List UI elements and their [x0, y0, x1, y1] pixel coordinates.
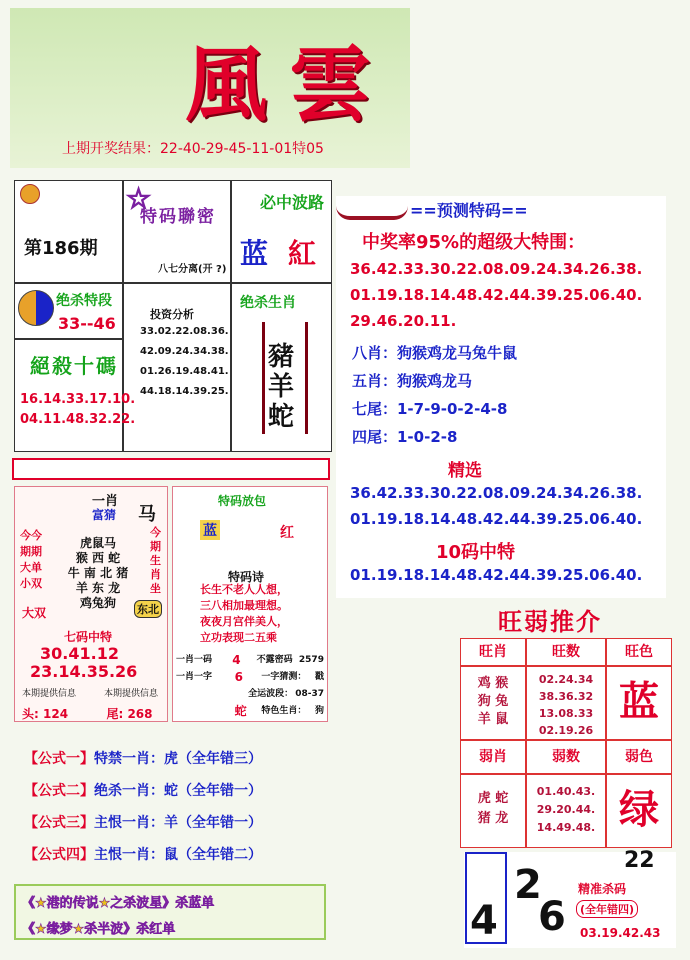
divider [230, 282, 332, 284]
red-bar [12, 458, 330, 480]
ruo-xiao-cell: 虎 蛇 猪 龙 [460, 774, 526, 848]
mr-blue: 蓝 [200, 520, 220, 540]
jing-xuan-line: 36.42.33.30.22.08.09.24.34.26.38. [350, 484, 643, 502]
yi-xiao-sub: 富猜 [92, 508, 117, 522]
yin-yang-icon [18, 290, 54, 326]
table-row: 全运波段： 08-37 [248, 689, 324, 699]
bottom-banner: 《★缘梦★杀半波》杀红单 [22, 922, 176, 937]
poem-line: 长生不老人人想， [200, 583, 288, 596]
jue-sha-ten-title: 絕殺十碼 [30, 354, 118, 378]
wang-se-header: 旺色 [606, 638, 672, 666]
poem [200, 582, 288, 646]
kai-info-right: 本期提供信息 [104, 689, 159, 699]
ruo-xiao-header: 弱肖 [460, 740, 526, 774]
wang-xiao-header: 旺肖 [460, 638, 526, 666]
jue-sha-ten-line1: 16.14.33.17.10. [20, 392, 136, 407]
invest-line: 01.26.19.48.41. [140, 366, 229, 377]
wang-shu-header: 旺数 [526, 638, 606, 666]
divider [14, 282, 122, 284]
wang-ruo-title: 旺弱推介 [498, 608, 602, 636]
qi-wei: 七尾：1-7-9-0-2-4-8 [352, 400, 508, 418]
corner-big: 2 [514, 862, 542, 908]
ruo-shu-header: 弱数 [526, 740, 606, 774]
line: 小双 [20, 577, 42, 590]
jue-sha-sheng-xiao-label: 绝杀生肖 [240, 295, 296, 311]
line: 今 [150, 526, 161, 539]
corner-small: 22 [624, 848, 655, 873]
invest-line: 33.02.22.08.36. [140, 326, 229, 337]
wave-red: 紅 [288, 237, 317, 270]
poem-line: 夜夜月宫伴美人， [200, 615, 288, 628]
formula-item: 【公式二】绝杀一肖：蛇（全年错一） [24, 783, 262, 799]
bottom-banner: 《★港的传说★之杀波星》杀蓝单 [22, 896, 215, 911]
last-result-label: 上期开奖结果： [62, 141, 160, 157]
prediction-line: 29.46.20.11. [350, 312, 457, 330]
prediction-header: ==预测特码== [410, 201, 528, 220]
ruo-se-cell: 绿 [606, 774, 672, 848]
divider [14, 338, 122, 340]
jue-sha-label: 绝杀特段 [56, 293, 112, 309]
bidi-title: 必中波路 [260, 193, 325, 212]
table-row: 蛇 特色生肖： 狗 [234, 704, 324, 718]
poem-title: 特码诗 [228, 570, 265, 584]
issue-number: 第186期 [24, 238, 98, 259]
formula-item: 【公式三】主恨一肖：羊（全年错一） [24, 815, 262, 831]
seven-line1: 30.41.12 [40, 644, 119, 663]
corner-sub: (全年错四) [576, 900, 638, 918]
ba-xiao: 八肖：狗猴鸡龙马兔牛鼠 [352, 344, 518, 362]
formula-item: 【公式一】特禁一肖：虎（全年错三） [24, 751, 262, 767]
wu-xiao: 五肖：狗猴鸡龙马 [352, 372, 473, 390]
star-icon: ☆ [126, 182, 152, 215]
ruo-shu-cell: 01.40.43. 29.20.44. 14.49.48. [526, 774, 606, 848]
wave-blue: 蓝 [240, 237, 269, 270]
compass-row: 牛 南 北 猪 [67, 566, 129, 580]
tema-title: 特码聯密 [140, 207, 216, 227]
wang-se-cell: 蓝 [606, 666, 672, 740]
zodiac-compass [50, 536, 146, 611]
corner-big: 4 [470, 898, 498, 944]
jue-sha-ten-line2: 04.11.48.32.22. [20, 412, 136, 427]
page-title: 風雲 [185, 37, 394, 133]
seven-note: 八七分离(开 ?) [158, 264, 227, 275]
jing-xuan-line: 01.19.18.14.48.42.44.39.25.06.40. [350, 510, 643, 528]
formula-item: 【公式四】主恨一肖：鼠（全年错二） [24, 847, 262, 863]
head-tail [22, 705, 153, 722]
compass-row: 虎鼠马 [79, 536, 116, 550]
line: 肖 [150, 568, 161, 581]
tail-label: 尾: [106, 707, 124, 721]
compass-row: 鸡兔狗 [79, 596, 116, 610]
left-lines [20, 528, 42, 592]
kai-info-left: 本期提供信息 [22, 689, 77, 699]
divider [122, 282, 230, 284]
line: 今今 [20, 529, 42, 542]
wang-xiao-cell: 鸡 猴 狗 兔 羊 鼠 [460, 666, 526, 740]
horse: 马 [138, 504, 156, 525]
line: 生 [150, 554, 161, 567]
mr-red: 红 [280, 525, 294, 541]
prediction-line: 01.19.18.14.48.42.44.39.25.06.40. [350, 286, 643, 304]
prediction-line: 36.42.33.30.22.08.09.24.34.26.38. [350, 260, 643, 278]
compass-row: 羊 东 龙 [75, 581, 121, 595]
tail-value: 268 [127, 707, 153, 721]
formula-list [24, 748, 262, 876]
compass-row: 猴 西 蛇 [75, 551, 121, 565]
zodiac-sheep: 羊 [268, 372, 295, 402]
poem-line: 立功表现二五乘 [200, 631, 277, 644]
table-row: 一肖一码 4 不露密码 2579 [176, 653, 324, 667]
zodiac-snake: 蛇 [268, 402, 295, 432]
si-wei: 四尾：1-0-2-8 [352, 428, 458, 446]
mr-table [176, 652, 324, 720]
east-north: 东北 [134, 600, 162, 618]
ruo-se-header: 弱色 [606, 740, 672, 774]
poem-line: 三八相加最理想。 [200, 599, 288, 612]
line: 坐 [150, 582, 161, 595]
invest-title: 投资分析 [150, 308, 194, 321]
line: 期 [150, 540, 161, 553]
last-result-value: 22-40-29-45-11-01特05 [160, 141, 324, 157]
seven-line2: 23.14.35.26 [30, 662, 138, 681]
table-row: 一肖一字 6 一字猜测： 戳 [176, 670, 324, 684]
divider [230, 180, 232, 452]
arrow-icon [336, 206, 408, 220]
invest-line: 44.18.14.39.25. [140, 386, 229, 397]
big-double: 大双 [22, 606, 47, 620]
logo-icon [20, 184, 40, 204]
corner-nums: 03.19.42.43 [580, 926, 661, 940]
jue-sha-value: 33--46 [58, 314, 116, 333]
yi-xiao-label: 一肖 [92, 494, 119, 509]
ten-line: 01.19.18.14.48.42.44.39.25.06.40. [350, 566, 643, 584]
line: 大单 [20, 561, 42, 574]
ten-title: 10码中特 [436, 542, 516, 563]
line: 期期 [20, 545, 42, 558]
last-result [62, 138, 324, 158]
head-label: 头: [22, 707, 39, 721]
jing-xuan-title: 精选 [448, 461, 482, 481]
corner-title: 精准杀码 [578, 882, 627, 896]
seven-label: 七码中特 [64, 630, 113, 644]
right-lines [150, 526, 161, 596]
invest-line: 42.09.24.34.38. [140, 346, 229, 357]
corner-big: 6 [538, 894, 566, 940]
mr-title: 特码放包 [218, 494, 267, 508]
wang-shu-cell: 02.24.34 38.36.32 13.08.33 02.19.26 [526, 666, 606, 740]
head-value: 124 [43, 707, 69, 721]
zodiac-pig: 豬 [268, 342, 295, 372]
prediction-rate: 中奖率95%的超级大特围： [362, 232, 586, 253]
